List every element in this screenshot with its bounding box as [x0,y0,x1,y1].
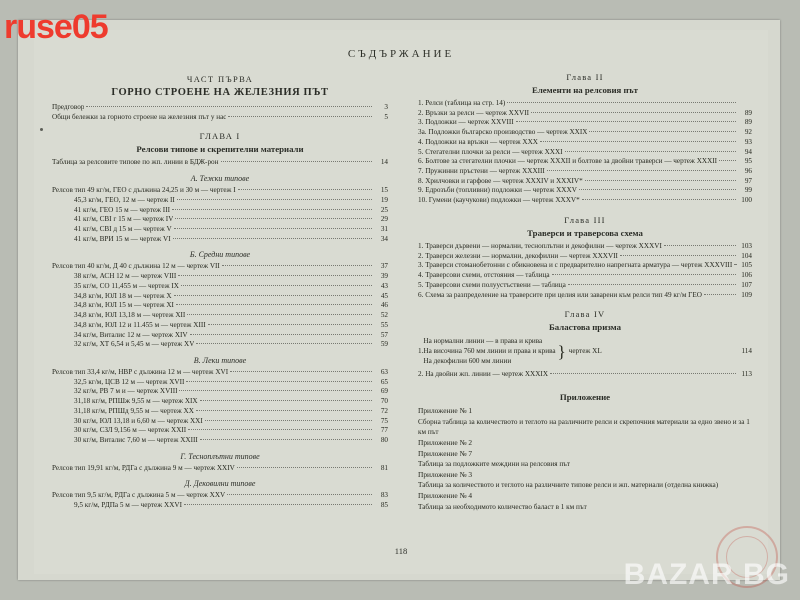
leader-dots [222,264,372,266]
appendix-item: Приложение № 1 [418,406,473,416]
appendix-item: Приложение № 7 [418,448,473,458]
brace-line: На височина 760 мм линии и права и крива [423,347,556,356]
chapter-3-label: Глава III [564,214,606,225]
toc-entry: 31,18 кг/м, РПШж 9,55 м — чертеж XIX 70 [74,397,388,406]
toc-entry: 9,5 кг/м, РДПа 5 м — чертеж XXVI 85 [74,501,388,510]
chapter-4-title: Баластова призма [548,322,622,333]
toc-entry: 2. Траверси железни — нормални, декофилни — чертеж XXXVII 104 [418,251,752,260]
toc-entry: 35 кг/м, СО 11,455 м — чертеж IX 43 [74,281,388,290]
section-head-g: Г. Тесноплътни типове [180,451,260,461]
toc-entry: 34,8 кг/м, ЮЛ 15 м — чертеж XI 46 [74,301,388,310]
section-head-d: Д. Дековилни типове [184,479,256,489]
leader-dots [620,254,736,256]
section-head-c: В. Леки типове [193,355,247,365]
toc-entry: 32,5 кг/м, ЦСВ 12 м — чертеж XVII 65 [74,377,388,386]
chapter-3-title: Траверси и траверсова схема [527,227,643,238]
toc-entry: 2. На двойни жп. линии — чертеж XXXIX 113 [418,370,752,379]
page-title: СЪДЪРЖАНИЕ [347,48,455,60]
appendix-item: Таблица за необходимото количество баласт в 1 км път [418,502,587,511]
toc-entry: 41 кг/м, СВІ д 15 м — чертеж V 31 [74,225,388,234]
toc-entry: 32 кг/м, РВ 7 м и — чертеж XVIII 69 [74,387,388,396]
toc-entry: 31,18 кг/м, РПШд 9,55 м — чертеж XX 72 [74,406,388,415]
toc-entry: 4. Подложки на връзки — чертеж XXX 93 [418,137,752,146]
appendix-list [418,406,752,512]
section-head-a: А. Тежки типове [190,174,250,184]
brace-leader-label: чертеж XL [568,347,602,356]
toc-entry: Релсов тип 19,91 кг/м, РДГа с дължина 9 м — чертеж XXIV 81 [52,463,388,472]
toc-entry: 6. Болтове за стегателни плочки — чертеж XXXII и болтове за двойни траверси — чертеж XXXII 95 [418,157,752,166]
section-a-entries [52,186,388,244]
chapter-2-entries [418,99,752,206]
chapter-2-label: Глава II [566,72,604,82]
toc-entry: Релсов тип 9,5 кг/м, РДГа с дължина 5 м — чертеж XXV 83 [52,491,388,500]
toc-entry: 30 кг/м, ЮЛ 13,18 и 6,60 м — чертеж XXI 75 [74,416,388,425]
leader-dots [173,237,372,239]
leader-dots [238,188,372,190]
toc-entry: 34,8 кг/м, ЮЛ 18 м — чертеж X 45 [74,291,388,300]
leader-dots [516,120,736,122]
appendix-item: Приложение № 2 [418,437,473,447]
toc-entry: 3. Подложки — чертеж XXVIII 89 [418,118,752,127]
watermark-right-text: BAZAR [623,558,734,591]
toc-entry: 38 кг/м, АСН 12 м — чертеж VIII 39 [74,272,388,281]
leader-dots [228,115,372,117]
brace-item-number: 1. [418,347,424,356]
leader-dots [719,159,736,161]
appendix-item: Таблица за подложките междини на релсовия път [418,460,571,469]
leader-dots [237,466,372,468]
leader-dots [582,198,736,200]
leader-dots [589,130,736,132]
toc-entry: 2. Връзки за релси — чертеж XXVII 89 [418,108,752,117]
leader-dots [547,169,736,171]
toc-entry: 30 кг/м, СЗЛ 9,156 м — чертеж XXII 77 [74,426,388,435]
leader-dots [187,313,372,315]
leader-dots [552,273,736,275]
leader-dots [585,179,736,181]
toc-entry: 7. Пружинни пръстени — чертеж XXXIII 96 [418,167,752,176]
watermark-right [624,558,790,592]
brace-line-list [423,336,555,366]
leader-dots [734,263,736,265]
leader-dots [86,105,372,107]
toc-entry: 32 кг/м, ХТ 6,54 и 5,45 м — чертеж XV 59 [74,340,388,349]
section-b-entries [52,262,388,349]
watermark-left: ruse05 [4,8,108,46]
leader-dots [704,293,736,295]
appendix-item: Приложение № 3 [418,469,473,479]
toc-entry: 34 кг/м, Виталис 12 м — чертеж XIV 57 [74,330,388,339]
brace-page-number: 114 [741,347,752,356]
leader-dots [550,372,736,374]
toc-entry: 30 кг/м, Виталис 7,60 м — чертеж XXIII 80 [74,435,388,444]
toc-entry: 10. Гумени (каучукови) подложки — чертеж XXXV* 100 [418,196,752,205]
left-column [52,72,402,512]
toc-entry: Общи бележки за горното строене на железния път у нас 5 [52,112,388,121]
appendix-item: Приложение № 4 [418,490,473,500]
toc-entry: 34,8 кг/м, ЮЛ 13,18 м — чертеж XII 52 [74,311,388,320]
toc-entry: Релсов тип 40 кг/м, Д 40 с дължина 12 м — чертеж VII 37 [52,262,388,271]
leader-dots [177,198,372,200]
leader-dots [172,208,372,210]
chapter-4-label: Глава IV [564,309,606,320]
brace-line: На нормални линии — в права и крива [423,337,543,346]
ballast-brace-group [418,336,752,366]
leader-dots [540,140,736,142]
toc-entry: 4. Траверсови схеми, отстояния — таблица 106 [418,271,752,280]
toc-entry: 41 кг/м, ГЕО 15 м — чертеж III 25 [74,205,388,214]
leader-dots [205,419,372,421]
page-corner-dot [40,128,43,131]
brace-line: На декофилни 600 мм линии [423,357,512,366]
leader-dots [227,493,372,495]
appendix-item: Таблица за количеството и теглото на различните типове релси и жп. материали (отделна книжка) [418,481,719,490]
toc-entry: 45,3 кг/м, ГЕО, 12 м — чертеж II 19 [74,195,388,204]
toc-entry: 41 кг/м, ВРИ 15 м — чертеж VI 34 [74,234,388,243]
leader-dots [188,428,372,430]
book-page [18,20,780,580]
leader-dots [190,333,372,335]
toc-entry: 9. Едрозъби (топливни) подложки — чертеж XXXV 99 [418,186,752,195]
leader-dots [196,342,372,344]
leader-dots [186,380,372,382]
leader-dots [664,244,736,246]
section-head-b: Б. Средни типове [189,250,251,260]
part-label: ЧАСТ ПЪРВА [186,74,254,84]
leader-dots [200,399,372,401]
leader-dots [181,284,372,286]
chapter-1-title: Релсови типове и скрепителни материали [136,144,304,155]
leader-dots [208,323,372,325]
leader-dots [221,160,373,162]
section-c-entries [52,368,388,446]
chapter-3-entries [418,242,752,300]
curly-brace-icon: } [557,341,566,361]
toc-entry: 8. Хрилчовки и гарфове — чертеж XXXIV и XXXIV* 97 [418,176,752,185]
leader-dots [565,150,736,152]
leader-dots [174,227,372,229]
watermark-right-suffix: .BG [733,558,790,591]
leader-dots [175,217,372,219]
toc-entry: Релсов тип 49 кг/м, ГЕО с дължина 24,25 и 30 м — чертеж I 15 [52,186,388,195]
part-title: ГОРНО СТРОЕНЕ НА ЖЕЛЕЗНИЯ ПЪТ [111,87,329,98]
leader-dots [200,438,372,440]
section-d-entries [52,491,388,510]
right-column [402,72,752,512]
leader-dots [184,503,372,505]
appendix-item: Сборна таблица за количеството и теглото на различните релси и скрепочния материали за едно звено и за 1 км път [418,417,750,437]
intro-entry-list [52,103,388,122]
leader-dots [178,274,372,276]
leader-dots [179,389,372,391]
toc-entry: 41 кг/м, СВІ г 15 м — чертеж IV 29 [74,215,388,224]
toc-entry: Предговор 3 [52,103,388,111]
toc-entry: 5. Траверсови схеми полуустъствени — таблица 107 [418,280,752,289]
toc-entry: 34,8 кг/м, ЮЛ 12 и 11.455 м — чертеж XIII 55 [74,320,388,329]
chapter-1-label: ГЛАВА I [199,131,241,142]
leader-dots [196,409,372,411]
leader-dots [174,294,372,296]
toc-entry: 3а. Подложки българско производство — чертеж XXIX 92 [418,128,752,137]
leader-dots [507,101,736,103]
leader-dots [176,303,372,305]
page-content-area [34,30,768,574]
leader-dots [531,111,736,113]
chapter-2-title: Елементи на релсовия път [531,85,639,95]
toc-entry: Таблица за релсовите типове по жп. линии в БДЖ-рон 14 [52,158,388,167]
leader-dots [568,283,736,285]
toc-entry: Релсов тип 33,4 кг/м, НВР с дължина 12 м — чертеж XVI 63 [52,367,388,376]
two-column-layout [34,72,768,512]
leader-dots [230,370,372,372]
toc-entry: 6. Схема за разпределение на траверсите при целия или заварени към релси тип 49 кг/м ГЕО 109 [418,290,752,299]
leader-dots [579,188,736,190]
page-number: 118 [394,546,408,556]
appendix-heading: Приложение [559,392,611,403]
toc-entry: 5. Стегателни плочки за релси — чертеж XXXI 94 [418,147,752,156]
toc-entry: 1. Релси (таблица на стр. 14) [418,99,752,109]
toc-entry: 1. Траверси дървени — нормални, тесноплътни и декофилни — чертеж XXXVI 103 [418,241,752,250]
toc-entry: 3. Траверси стоманобетонни с обикновена и с предварително напрегната арматура — чертеж XXXVIII 105 [418,261,752,270]
